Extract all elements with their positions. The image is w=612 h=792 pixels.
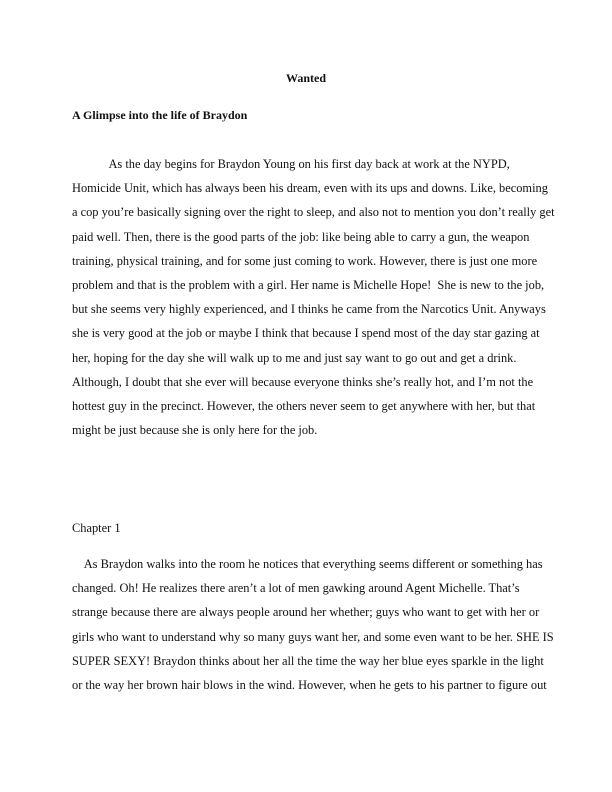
paragraph-line: she is very good at the job or maybe I think that because I spend most of the day star gazing at xyxy=(72,326,540,341)
paragraph-line: might be just because she is only here for the job. xyxy=(72,423,318,438)
paragraph-line: As Braydon walks into the room he notices that everything seems different or something has xyxy=(72,557,543,571)
section-heading: A Glimpse into the life of Braydon xyxy=(72,108,248,122)
paragraph-line: or the way her brown hair blows in the wind. However, when he gets to his partner to figure out xyxy=(72,677,547,692)
document-title: Wanted xyxy=(285,71,326,85)
paragraph-line: Although, I doubt that she ever will because everyone thinks she’s really hot, and I’m not the xyxy=(72,374,534,389)
paragraph-line: SUPER SEXY! Braydon thinks about her all the time the way her blue eyes sparkle in the light xyxy=(72,653,544,668)
paragraph-line: girls who want to understand why so many guys want her, and some even want to be her. SHE IS xyxy=(72,629,554,644)
paragraph-line: hottest guy in the precinct. However, the others never seem to get anywhere with her, but that xyxy=(72,398,536,413)
chapter-paragraph xyxy=(72,557,554,702)
paragraph-line: strange because there are always people around her whether; guys who want to get with her or xyxy=(72,605,540,620)
paragraph-line: but she seems very highly experienced, and I thinks he came from the Narcotics Unit. Anyways xyxy=(72,302,546,317)
paragraph-line: As the day begins for Braydon Young on his first day back at work at the NYPD, xyxy=(72,157,510,171)
paragraph-line: paid well. Then, there is the good parts of the job: like being able to carry a gun, the weapon xyxy=(72,229,530,244)
chapter-heading: Chapter 1 xyxy=(72,521,121,535)
paragraph-line: problem and that is the problem with a girl. Her name is Michelle Hope! She is new to the job, xyxy=(72,277,545,292)
paragraph-line: a cop you’re basically signing over the right to sleep, and also not to mention you don’t really get xyxy=(72,205,555,220)
intro-paragraph xyxy=(72,157,555,447)
paragraph-line: her, hoping for the day she will walk up to me and just say want to go out and get a drink. xyxy=(72,350,517,365)
paragraph-line: training, physical training, and for some just coming to work. However, there is just one more xyxy=(72,253,538,268)
paragraph-line: Homicide Unit, which has always been his dream, even with its ups and downs. Like, becoming xyxy=(72,181,548,196)
paragraph-line: changed. Oh! He realizes there aren’t a lot of men gawking around Agent Michelle. That’s xyxy=(72,581,520,596)
